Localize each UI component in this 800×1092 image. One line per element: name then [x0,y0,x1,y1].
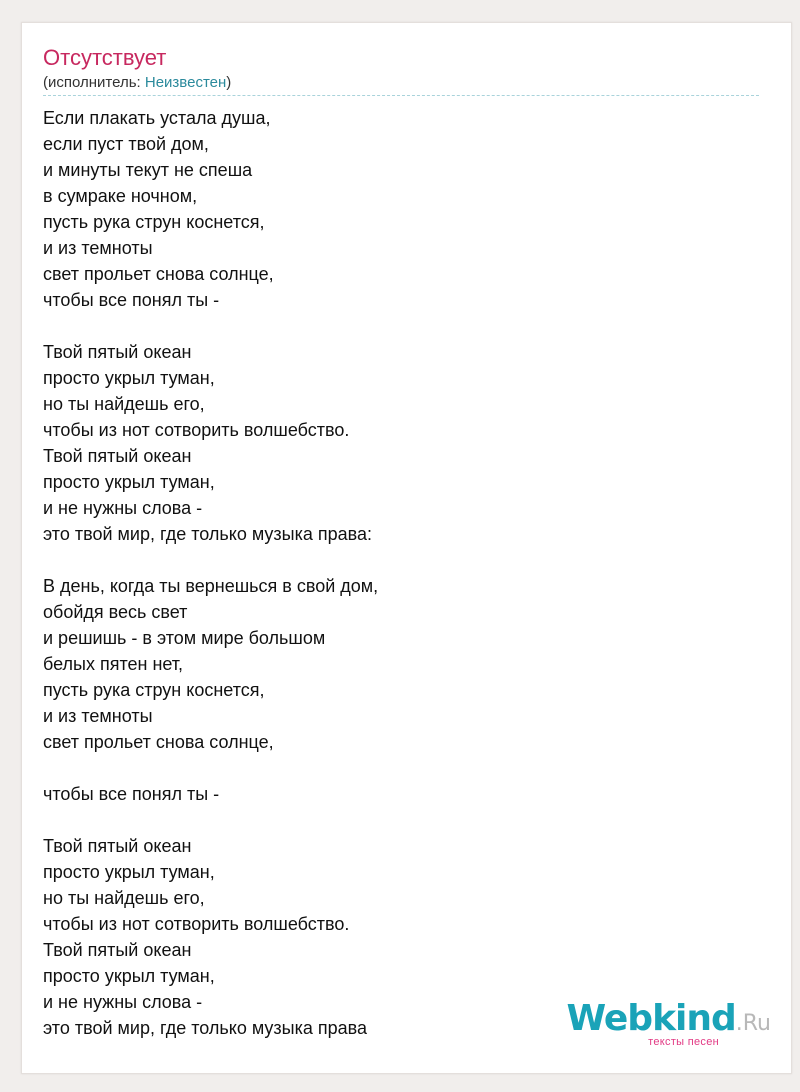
lyric-line: и из темноты [43,706,153,726]
lyric-line: Твой пятый океан [43,836,192,856]
lyric-line: просто укрыл туман, [43,862,215,882]
lyric-line: обойдя весь свет [43,602,188,622]
lyric-line: чтобы из нот сотворить волшебство. [43,420,350,440]
site-logo[interactable] [566,998,771,1051]
logo-name: Webkind [566,998,736,1039]
lyric-line: и решишь - в этом мире большом [43,628,326,648]
lyric-line: это твой мир, где только музыка права [43,1018,368,1038]
lyric-line: пусть рука струн коснется, [43,680,265,700]
lyrics-card [21,22,792,1074]
lyric-line: Твой пятый океан [43,940,192,960]
lyric-line: Если плакать устала душа, [43,108,271,128]
lyric-line: просто укрыл туман, [43,368,215,388]
lyrics-text [43,105,763,1041]
song-title: Отсутствует [43,45,167,70]
logo-tagline: тексты песен [648,1036,719,1048]
lyric-line: белых пятен нет, [43,654,184,674]
lyric-line: просто укрыл туман, [43,966,215,986]
artist-suffix: ) [226,74,232,91]
lyric-line: но ты найдешь его, [43,394,205,414]
lyric-line: это твой мир, где только музыка права: [43,524,373,544]
artist-prefix: (исполнитель: [43,74,145,91]
lyric-line: и минуты текут не спеша [43,160,253,180]
lyric-line: В день, когда ты вернешься в свой дом, [43,576,379,596]
lyric-line: чтобы из нот сотворить волшебство. [43,914,350,934]
lyric-line: Твой пятый океан [43,342,192,362]
artist-line [43,73,231,93]
lyric-blank-line [43,313,763,339]
lyric-line: просто укрыл туман, [43,472,215,492]
artist-link[interactable]: Неизвестен [144,74,227,91]
lyric-line: если пуст твой дом, [43,134,209,154]
lyric-line: свет прольет снова солнце, [43,732,274,752]
lyric-line: свет прольет снова солнце, [43,264,274,284]
lyric-blank-line [43,755,763,781]
lyric-line: и не нужны слова - [43,992,203,1012]
lyric-line: в сумраке ночном, [43,186,198,206]
lyric-blank-line [43,807,763,833]
lyric-line: чтобы все понял ты - [43,290,220,310]
lyric-line: и не нужны слова - [43,498,203,518]
lyric-line: и из темноты [43,238,153,258]
logo-domain: .Ru [735,1011,771,1036]
lyric-line: чтобы все понял ты - [43,784,220,804]
header-divider [43,95,759,96]
lyric-line: Твой пятый океан [43,446,192,466]
lyric-blank-line [43,547,763,573]
lyric-line: пусть рука струн коснется, [43,212,265,232]
lyric-line: но ты найдешь его, [43,888,205,908]
